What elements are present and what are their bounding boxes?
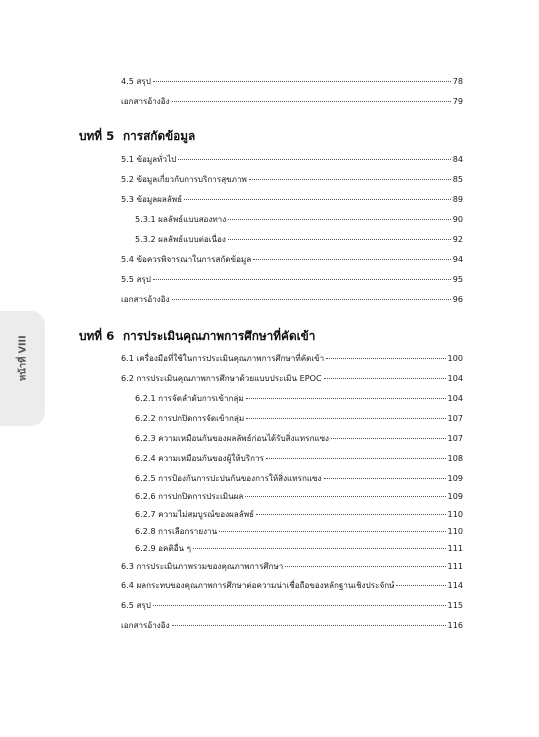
toc-entry-page: 104: [447, 393, 463, 403]
toc-entry-title: เอกสารอ้างอิง: [121, 96, 170, 106]
toc-entry-page: 107: [447, 413, 463, 423]
toc-entry-title: 6.2.3 ความเหมือนกันของผลลัพธ์ก่อนได้รับสิ่งแทรกแซง: [135, 433, 330, 443]
chapter-number: บทที่ 5: [79, 129, 115, 143]
toc-subentry[interactable]: [135, 412, 463, 425]
chapter-number: บทที่ 6: [79, 329, 115, 343]
toc-subentry[interactable]: [135, 452, 463, 465]
chapter-6-heading[interactable]: [79, 327, 315, 346]
toc-entry-title: 6.1 เครื่องมือที่ใช้ในการประเมินคุณภาพการศึกษาที่คัดเข้า: [121, 353, 325, 363]
toc-entry-page: 85: [452, 174, 463, 184]
toc-subentry[interactable]: [135, 392, 463, 405]
toc-entry-page: 108: [447, 453, 463, 463]
chapter-5-heading[interactable]: [79, 127, 195, 146]
toc-entry-page: 107: [447, 433, 463, 443]
toc-subentry[interactable]: [135, 472, 463, 485]
toc-entry-title: 6.2.7 ความไม่สมบูรณ์ของผลลัพธ์: [135, 509, 254, 519]
toc-entry-title: 6.2 การประเมินคุณภาพการศึกษาด้วยแบบประเมิน EPOC: [121, 373, 322, 383]
toc-entry-title: 6.3 การประเมินภาพรวมของคุณภาพการศึกษา: [121, 561, 284, 571]
toc-entry-page: 111: [447, 543, 463, 553]
chapter-title: การสกัดข้อมูล: [123, 129, 196, 143]
toc-entry[interactable]: [121, 153, 463, 166]
toc-entry-title: 4.5 สรุป: [121, 76, 151, 86]
toc-entry[interactable]: [121, 193, 463, 206]
toc-entry-page: 89: [452, 194, 463, 204]
leader-dots: [219, 531, 445, 532]
toc-entry-title: 5.3.2 ผลลัพธ์แบบต่อเนื่อง: [135, 234, 226, 244]
leader-dots: [228, 239, 451, 240]
toc-entry[interactable]: [121, 619, 463, 632]
toc-entry-title: 6.4 ผลกระทบของคุณภาพการศึกษาต่อความน่าเชื่อถือของหลักฐานเชิงประจักษ์: [121, 580, 395, 590]
leader-dots: [245, 496, 445, 497]
toc-entry-title: 6.2.6 การปกปิดการประเมินผล: [135, 491, 244, 501]
toc-entry-page: 94: [452, 254, 463, 264]
toc-entry-page: 114: [447, 580, 463, 590]
leader-dots: [178, 159, 450, 160]
leader-dots: [256, 514, 446, 515]
toc-entry-page: 84: [452, 154, 463, 164]
toc-subentry[interactable]: [135, 490, 463, 503]
toc-entry-title: 5.4 ข้อควรพิจารณาในการสกัดข้อมูล: [121, 254, 252, 264]
toc-entry-title: 6.2.8 การเลือกรายงาน: [135, 526, 218, 536]
leader-dots: [153, 605, 446, 606]
toc-subentry[interactable]: [135, 233, 463, 246]
toc-entry-title: 5.5 สรุป: [121, 274, 151, 284]
toc-entry-page: 96: [452, 294, 463, 304]
toc-entry-page: 90: [452, 214, 463, 224]
leader-dots: [153, 279, 451, 280]
toc-entry-title: 6.2.1 การจัดลำดับการเข้ากลุ่ม: [135, 393, 244, 403]
leader-dots: [331, 438, 446, 439]
toc-entry[interactable]: [121, 352, 463, 365]
toc-entry[interactable]: [121, 253, 463, 266]
leader-dots: [246, 418, 445, 419]
toc-entry-title: 5.2 ข้อมูลเกี่ยวกับการบริการสุขภาพ: [121, 174, 247, 184]
leader-dots: [193, 548, 446, 549]
toc-entry[interactable]: [121, 372, 463, 385]
toc-entry-title: 6.2.2 การปกปิดการจัดเข้ากลุ่ม: [135, 413, 245, 423]
toc-entry-page: 111: [447, 561, 463, 571]
toc-entry-title: 5.1 ข้อมูลทั่วไป: [121, 154, 177, 164]
leader-dots: [184, 199, 451, 200]
toc-entry[interactable]: [121, 273, 463, 286]
toc-entry-title: เอกสารอ้างอิง: [121, 620, 170, 630]
toc-entry-title: 6.2.9 อคติอื่น ๆ: [135, 543, 192, 553]
toc-entry[interactable]: [121, 293, 463, 306]
toc-entry-page: 115: [447, 600, 463, 610]
toc-entry-page: 92: [452, 234, 463, 244]
leader-dots: [266, 458, 446, 459]
page-label: หน้าที่ VIII: [17, 335, 29, 381]
toc-entry-page: 78: [452, 76, 463, 86]
toc-entry-title: 5.3 ข้อมูลผลลัพธ์: [121, 194, 183, 204]
toc-entry[interactable]: [121, 579, 463, 592]
toc-entry-page: 116: [447, 620, 463, 630]
leader-dots: [172, 625, 446, 626]
toc-entry[interactable]: [121, 599, 463, 612]
leader-dots: [246, 398, 446, 399]
toc-entry-title: 6.2.4 ความเหมือนกันของผู้ให้บริการ: [135, 453, 264, 463]
toc-entry-page: 109: [447, 491, 463, 501]
toc-entry-page: 110: [447, 526, 463, 536]
chapter-title: การประเมินคุณภาพการศึกษาที่คัดเข้า: [123, 329, 316, 343]
leader-dots: [396, 585, 445, 586]
toc-subentry[interactable]: [135, 542, 463, 555]
toc-entry-title: เอกสารอ้างอิง: [121, 294, 170, 304]
toc-entry[interactable]: [121, 560, 463, 573]
leader-dots: [285, 566, 445, 567]
leader-dots: [249, 179, 451, 180]
toc-subentry[interactable]: [135, 213, 463, 226]
leader-dots: [326, 358, 445, 359]
toc-entry-page: 109: [447, 473, 463, 483]
toc-entry-page: 104: [447, 373, 463, 383]
toc-entry-title: 5.3.1 ผลลัพธ์แบบสองทาง: [135, 214, 227, 224]
leader-dots: [324, 378, 446, 379]
toc-subentry[interactable]: [135, 508, 463, 521]
toc-subentry[interactable]: [135, 432, 463, 445]
leader-dots: [172, 101, 451, 102]
toc-entry-title: 6.5 สรุป: [121, 600, 151, 610]
toc-entry-page: 79: [452, 96, 463, 106]
toc-entry-page: 95: [452, 274, 463, 284]
toc-entry-page: 100: [447, 353, 463, 363]
leader-dots: [228, 219, 451, 220]
toc-subentry[interactable]: [135, 525, 463, 538]
leader-dots: [153, 81, 451, 82]
toc-entry-page: 110: [447, 509, 463, 519]
leader-dots: [324, 478, 446, 479]
toc-entry-title: 6.2.5 การป้องกันการปะปนกันของการให้สิ่งแทรกแซง: [135, 473, 322, 483]
leader-dots: [253, 259, 450, 260]
leader-dots: [172, 299, 451, 300]
toc-entry[interactable]: [121, 173, 463, 186]
toc-entry[interactable]: [121, 95, 463, 108]
toc-entry[interactable]: [121, 75, 463, 88]
